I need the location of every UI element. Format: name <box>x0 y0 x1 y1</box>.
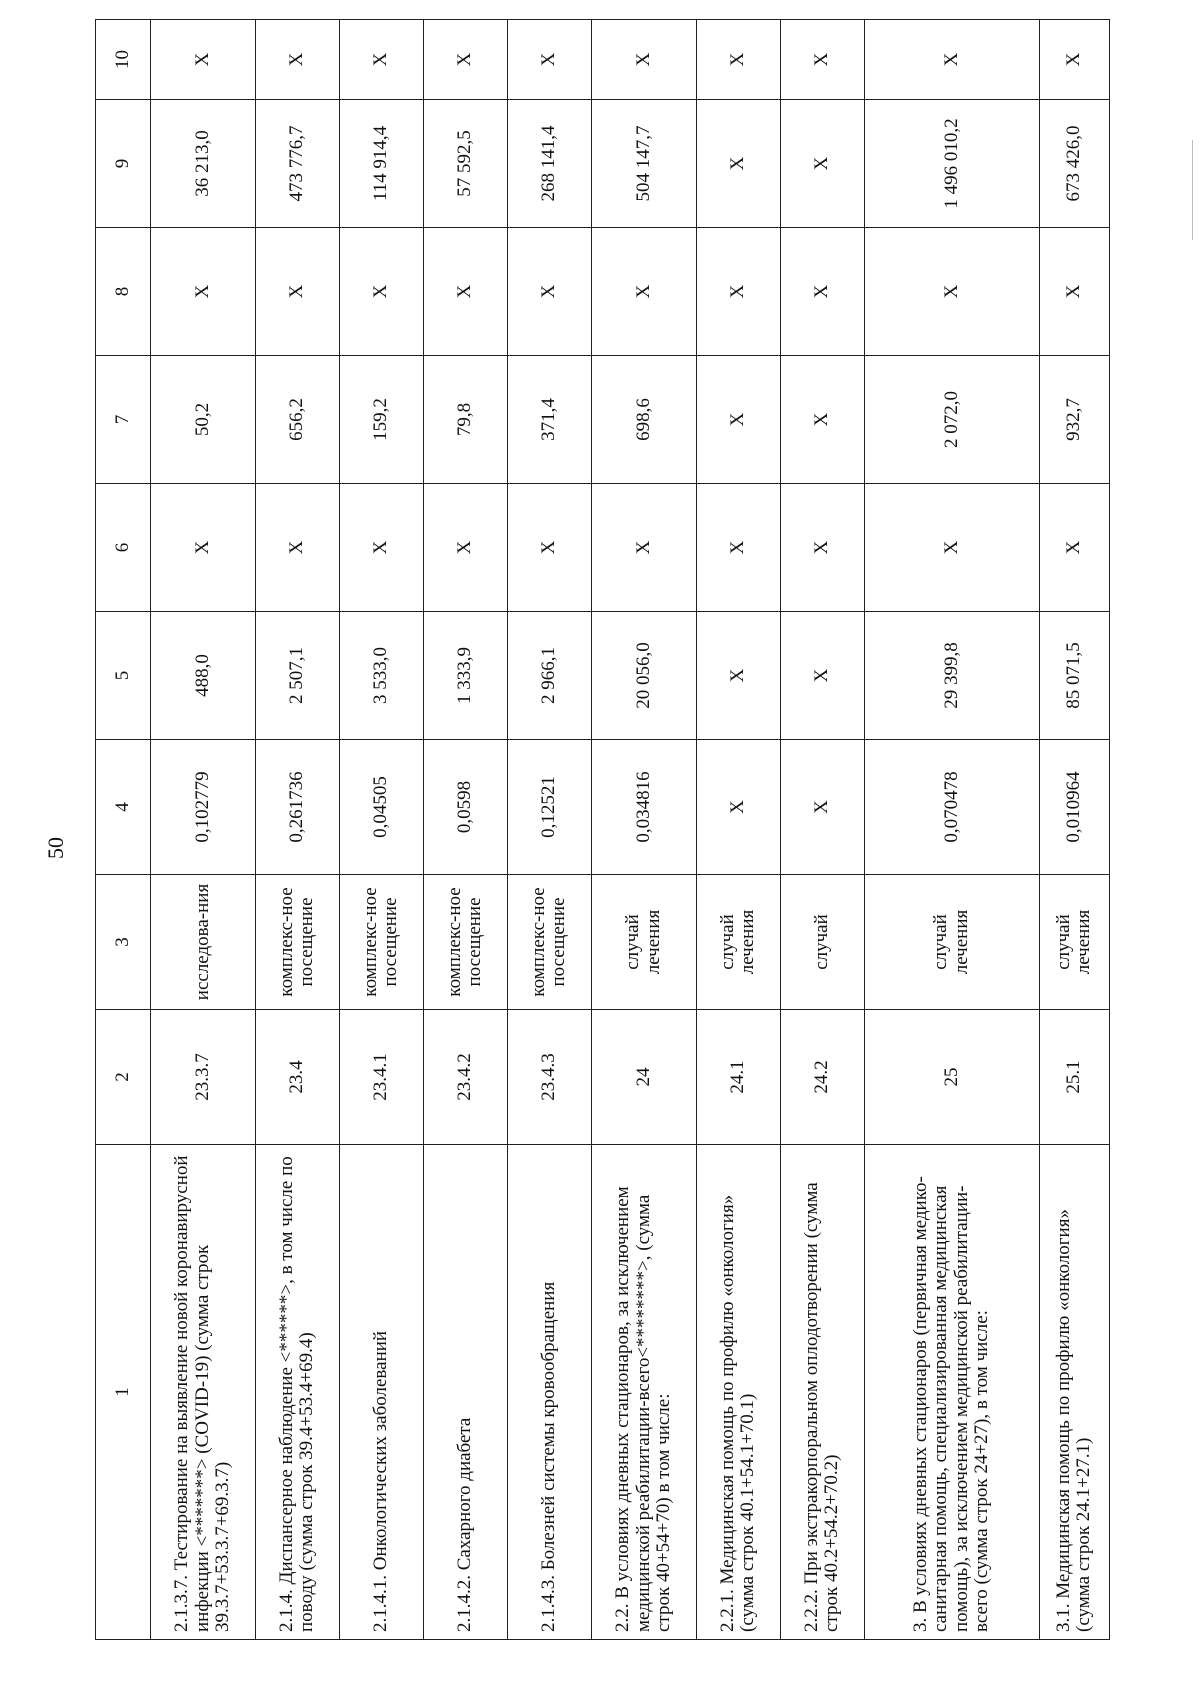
cell-col-6: X <box>423 484 507 612</box>
cell-col-1: 3.1. Медицинская помощь по профилю «онкология» (сумма строк 24.1+27.1) <box>1039 1145 1109 1640</box>
cell-col-1: 2.2.2. При экстракорпоральном оплодотворении (сумма строк 40.2+54.2+70.2) <box>780 1145 864 1640</box>
cell-col-10: X <box>339 20 423 100</box>
cell-col-1: 3. В условиях дневных стационаров (первичная медико-санитарная помощь, специализированная медицинская помощь), за исключением медицинской реабилитации-всего (сумма строк 24+27), в том числе: <box>864 1145 1039 1640</box>
table-row <box>864 20 1039 1640</box>
cell-col-5: 85 071,5 <box>1039 612 1109 740</box>
cell-col-8: X <box>423 228 507 356</box>
cell-col-3: комплекс-ное посещение <box>507 875 591 1010</box>
cell-col-2: 23.4.1 <box>339 1010 423 1145</box>
cell-col-7: 159,2 <box>339 356 423 484</box>
cell-col-3: случай лечения <box>696 875 780 1010</box>
cell-col-8: X <box>780 228 864 356</box>
header-row <box>96 20 151 1640</box>
cell-col-4: 0,034816 <box>591 740 696 875</box>
cell-col-7: 2 072,0 <box>864 356 1039 484</box>
table-row <box>507 20 591 1640</box>
cell-col-10: X <box>255 20 339 100</box>
cell-col-10: X <box>1039 20 1109 100</box>
table-row <box>423 20 507 1640</box>
cell-col-10: X <box>150 20 255 100</box>
cell-col-6: X <box>255 484 339 612</box>
cell-col-3: случай <box>780 875 864 1010</box>
cell-col-5: 1 333,9 <box>423 612 507 740</box>
cell-col-8: X <box>339 228 423 356</box>
cell-col-3: комплекс-ное посещение <box>255 875 339 1010</box>
cell-col-2: 23.4.3 <box>507 1010 591 1145</box>
cell-col-4: 0,12521 <box>507 740 591 875</box>
cell-col-5: 29 399,8 <box>864 612 1039 740</box>
cell-col-4: X <box>696 740 780 875</box>
cell-col-6: X <box>591 484 696 612</box>
cell-col-8: X <box>591 228 696 356</box>
table-row <box>150 20 255 1640</box>
header-cell-9: 9 <box>96 100 151 228</box>
cell-col-7: 698,6 <box>591 356 696 484</box>
cell-col-1: 2.1.4.1. Онкологических заболеваний <box>339 1145 423 1640</box>
cell-col-7: 656,2 <box>255 356 339 484</box>
cell-col-5: 3 533,0 <box>339 612 423 740</box>
cell-col-10: X <box>780 20 864 100</box>
margin-mark <box>1192 140 1197 240</box>
header-cell-6: 6 <box>96 484 151 612</box>
cell-col-5: 2 507,1 <box>255 612 339 740</box>
cell-col-10: X <box>423 20 507 100</box>
cell-col-4: 0,070478 <box>864 740 1039 875</box>
cell-col-3: случай лечения <box>1039 875 1109 1010</box>
cell-col-10: X <box>591 20 696 100</box>
cell-col-4: 0,261736 <box>255 740 339 875</box>
cell-col-2: 23.4.2 <box>423 1010 507 1145</box>
header-cell-3: 3 <box>96 875 151 1010</box>
header-cell-8: 8 <box>96 228 151 356</box>
cell-col-9: 504 147,7 <box>591 100 696 228</box>
cell-col-9: 673 426,0 <box>1039 100 1109 228</box>
cell-col-1: 2.1.3.7. Тестирование на выявление новой коронавирусной инфекции <*******> (COVID-19) (сумма строк 39.3.7+53.3.7+69.3.7) <box>150 1145 255 1640</box>
cell-col-8: X <box>255 228 339 356</box>
cell-col-2: 23.4 <box>255 1010 339 1145</box>
cell-col-9: 1 496 010,2 <box>864 100 1039 228</box>
cell-col-7: 79,8 <box>423 356 507 484</box>
cell-col-3: случай лечения <box>591 875 696 1010</box>
cell-col-2: 24.1 <box>696 1010 780 1145</box>
cell-col-10: X <box>696 20 780 100</box>
cell-col-7: X <box>696 356 780 484</box>
cell-col-9: 114 914,4 <box>339 100 423 228</box>
cell-col-6: X <box>780 484 864 612</box>
cell-col-7: X <box>780 356 864 484</box>
table-row <box>255 20 339 1640</box>
cell-col-10: X <box>507 20 591 100</box>
rotated-table-container <box>95 20 1110 1640</box>
cell-col-6: X <box>864 484 1039 612</box>
cell-col-10: X <box>864 20 1039 100</box>
cell-col-1: 2.2. В условиях дневных стационаров, за исключением медицинской реабилитации-всего<********>, (сумма строк 40+54+70) в том числе: <box>591 1145 696 1640</box>
cell-col-5: 20 056,0 <box>591 612 696 740</box>
header-cell-1: 1 <box>96 1145 151 1640</box>
cell-col-4: 0,0598 <box>423 740 507 875</box>
cell-col-3: исследова-ния <box>150 875 255 1010</box>
table-row <box>591 20 696 1640</box>
header-cell-4: 4 <box>96 740 151 875</box>
cell-col-9: 36 213,0 <box>150 100 255 228</box>
cell-col-5: X <box>696 612 780 740</box>
cell-col-9: 57 592,5 <box>423 100 507 228</box>
cell-col-6: X <box>150 484 255 612</box>
cell-col-1: 2.2.1. Медицинская помощь по профилю «онкология» (сумма строк 40.1+54.1+70.1) <box>696 1145 780 1640</box>
cell-col-3: случай лечения <box>864 875 1039 1010</box>
cell-col-1: 2.1.4.2. Сахарного диабета <box>423 1145 507 1640</box>
cell-col-9: 268 141,4 <box>507 100 591 228</box>
cell-col-3: комплекс-ное посещение <box>423 875 507 1010</box>
cell-col-3: комплекс-ное посещение <box>339 875 423 1010</box>
cell-col-8: X <box>864 228 1039 356</box>
cell-col-4: 0,102779 <box>150 740 255 875</box>
cell-col-8: X <box>507 228 591 356</box>
cell-col-2: 24.2 <box>780 1010 864 1145</box>
cell-col-1: 2.1.4.3. Болезней системы кровообращения <box>507 1145 591 1640</box>
cell-col-8: X <box>696 228 780 356</box>
cell-col-2: 23.3.7 <box>150 1010 255 1145</box>
cell-col-8: X <box>1039 228 1109 356</box>
cell-col-4: 0,04505 <box>339 740 423 875</box>
table-body <box>96 20 1110 1640</box>
cell-col-2: 24 <box>591 1010 696 1145</box>
cell-col-6: X <box>1039 484 1109 612</box>
header-cell-7: 7 <box>96 356 151 484</box>
cell-col-7: 932,7 <box>1039 356 1109 484</box>
header-cell-2: 2 <box>96 1010 151 1145</box>
cell-col-4: 0,010964 <box>1039 740 1109 875</box>
cell-col-6: X <box>507 484 591 612</box>
table-row <box>339 20 423 1640</box>
cell-col-7: 371,4 <box>507 356 591 484</box>
cell-col-5: X <box>780 612 864 740</box>
cell-col-9: X <box>780 100 864 228</box>
cell-col-9: X <box>696 100 780 228</box>
cell-col-4: X <box>780 740 864 875</box>
data-table <box>95 19 1110 1640</box>
cell-col-2: 25.1 <box>1039 1010 1109 1145</box>
cell-col-8: X <box>150 228 255 356</box>
table-row <box>1039 20 1109 1640</box>
cell-col-6: X <box>696 484 780 612</box>
cell-col-6: X <box>339 484 423 612</box>
cell-col-1: 2.1.4. Диспансерное наблюдение <******>, в том числе по поводу (сумма строк 39.4+53.4+69.4) <box>255 1145 339 1640</box>
table-row <box>780 20 864 1640</box>
cell-col-7: 50,2 <box>150 356 255 484</box>
table-row <box>696 20 780 1640</box>
page-number: 50 <box>43 837 68 859</box>
cell-col-5: 2 966,1 <box>507 612 591 740</box>
header-cell-5: 5 <box>96 612 151 740</box>
cell-col-5: 488,0 <box>150 612 255 740</box>
cell-col-2: 25 <box>864 1010 1039 1145</box>
header-cell-10: 10 <box>96 20 151 100</box>
cell-col-9: 473 776,7 <box>255 100 339 228</box>
